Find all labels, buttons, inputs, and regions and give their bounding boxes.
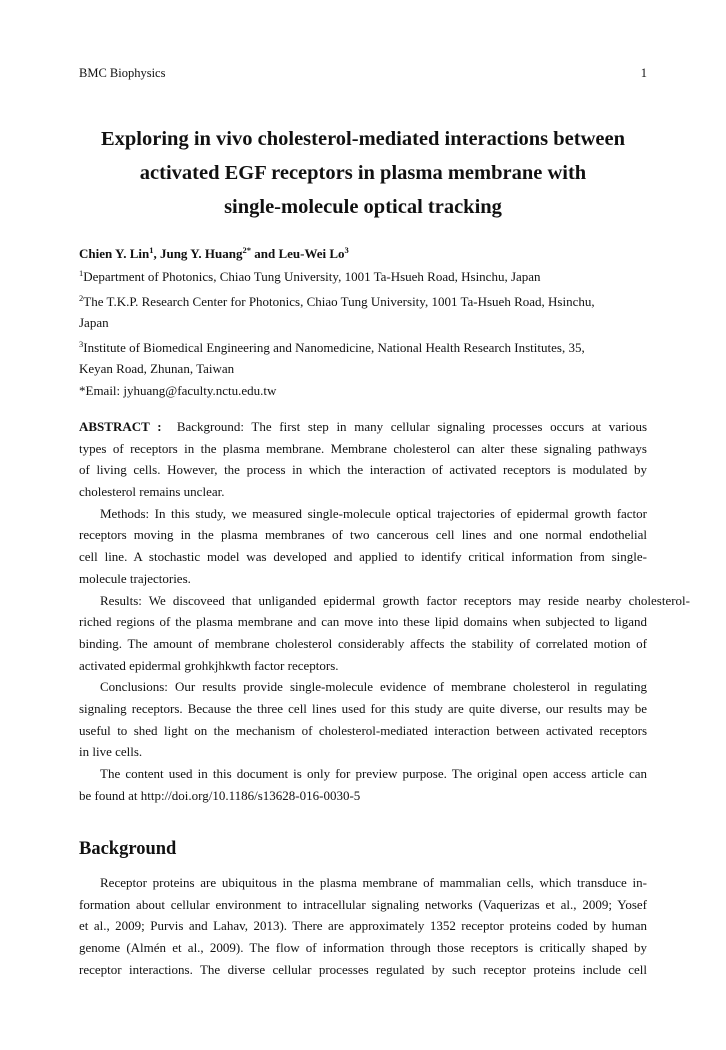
author-affiliation-mark: 3 [344, 245, 349, 255]
abstract-line: Conclusions: Our results provide single-molecule evidence of membrane cholesterol in regulating [100, 679, 647, 695]
affiliation-text: The T.K.P. Research Center for Photonics, Chiao Tung University, 1001 Ta-Hsueh Road, Hsinchu, [83, 293, 595, 309]
body-line: formation about cellular environment to intracellular signaling networks (Vaquerizas et al., 2009; Yosef [79, 896, 647, 912]
abstract-line: binding. The amount of membrane cholesterol considerably affects the stability of correlated motion of [79, 635, 647, 651]
author-name: Leu-Wei Lo [278, 246, 345, 261]
affiliation-mark: 3 [79, 338, 84, 349]
paper-title [70, 122, 656, 224]
abstract-label: ABSTRACT : [79, 419, 162, 434]
abstract-line: activated epidermal grohkjhkwth factor receptors. [79, 657, 339, 673]
affiliation-3-cont: Keyan Road, Zhunan, Taiwan [79, 361, 235, 376]
abstract-line: Methods: In this study, we measured single-molecule optical trajectories of epidermal growth factor [100, 505, 647, 521]
abstract-line [79, 416, 647, 438]
abstract-line: signaling receptors. Because the three cell lines used for this study are quite diverse, our results may be [79, 700, 647, 716]
author-affiliation-mark: 1 [149, 245, 154, 255]
author-name: Chien Y. Lin [79, 246, 150, 261]
author-affiliation-mark: 2* [242, 245, 251, 255]
affiliation-text: Department of Photonics, Chiao Tung University, 1001 Ta-Hsueh Road, Hsinchu, Japan [83, 269, 541, 284]
abstract-line: molecule trajectories. [79, 570, 191, 586]
background-paragraph [79, 872, 647, 980]
affiliation-list [79, 263, 647, 401]
corresponding-email: *Email: jyhuang@faculty.nctu.edu.tw [79, 382, 277, 398]
affiliation-1 [79, 263, 647, 288]
body-line: et al., 2009; Purvis and Lahav, 2013). There are approximately 1352 receptor proteins coded by human [79, 918, 647, 934]
affiliation-mark: 2 [79, 292, 84, 303]
journal-name: BMC Biophysics [79, 66, 166, 80]
abstract-line: cholesterol remains unclear. [79, 484, 225, 500]
author-separator: and [250, 246, 279, 261]
title-line: activated EGF receptors in plasma membrane with [139, 162, 587, 184]
body-line: Receptor proteins are ubiquitous in the plasma membrane of mammalian cells, which transduce in- [100, 875, 647, 890]
abstract-line: be found at http://doi.org/10.1186/s13628-016-0030-5 [79, 787, 361, 803]
author-name: Jung Y. Huang [159, 246, 243, 261]
section-heading: Background [79, 839, 177, 859]
abstract-line: receptors moving in the plasma membranes of two cancerous cell lines and one normal endothelial [79, 527, 647, 543]
page-number: 1 [640, 66, 647, 80]
author-separator: , [153, 246, 160, 261]
abstract-line: riched regions of the plasma membrane and can move into these lipid domains when subjected to ligand [79, 614, 647, 630]
running-head [79, 66, 647, 81]
affiliation-2 [79, 288, 647, 313]
abstract [79, 416, 690, 806]
abstract-line: The content used in this document is only for preview purpose. The original open access article can [100, 766, 647, 781]
author-list [79, 241, 647, 263]
affiliation-text: Institute of Biomedical Engineering and Nanomedicine, National Health Research Institutes, 35, [83, 339, 585, 355]
body-line: genome (Almén et al., 2009). The flow of information through those receptors is critically shaped by [79, 940, 647, 956]
abstract-line: cell line. A stochastic model was developed and applied to identify critical information from single- [79, 549, 647, 565]
abstract-line: useful to shed light on the mechanism of cholesterol-mediated interaction between activated receptors [79, 722, 647, 738]
abstract-line: in live cells. [79, 744, 143, 760]
affiliation-mark: 1 [79, 268, 84, 278]
title-line: Exploring in vivo cholesterol-mediated interactions between [100, 128, 626, 150]
affiliation-3 [79, 334, 647, 359]
abstract-line: types of receptors in the plasma membrane. Membrane cholesterol can alter these signaling pathways [79, 440, 647, 456]
abstract-text: Background: The first step in many cellular signaling processes occurs at various [176, 419, 648, 434]
abstract-line: Results: We discoveed that unliganded epidermal growth factor receptors may reside nearby cholesterol- [100, 592, 690, 608]
title-line: single-molecule optical tracking [224, 196, 502, 218]
affiliation-2-cont: Japan [79, 315, 109, 330]
abstract-line: of living cells. However, the process in which the interaction of activated receptors is modulated by [79, 462, 647, 478]
body-line: receptor interactions. The diverse cellular processes regulated by such receptor proteins include cell [79, 961, 647, 977]
